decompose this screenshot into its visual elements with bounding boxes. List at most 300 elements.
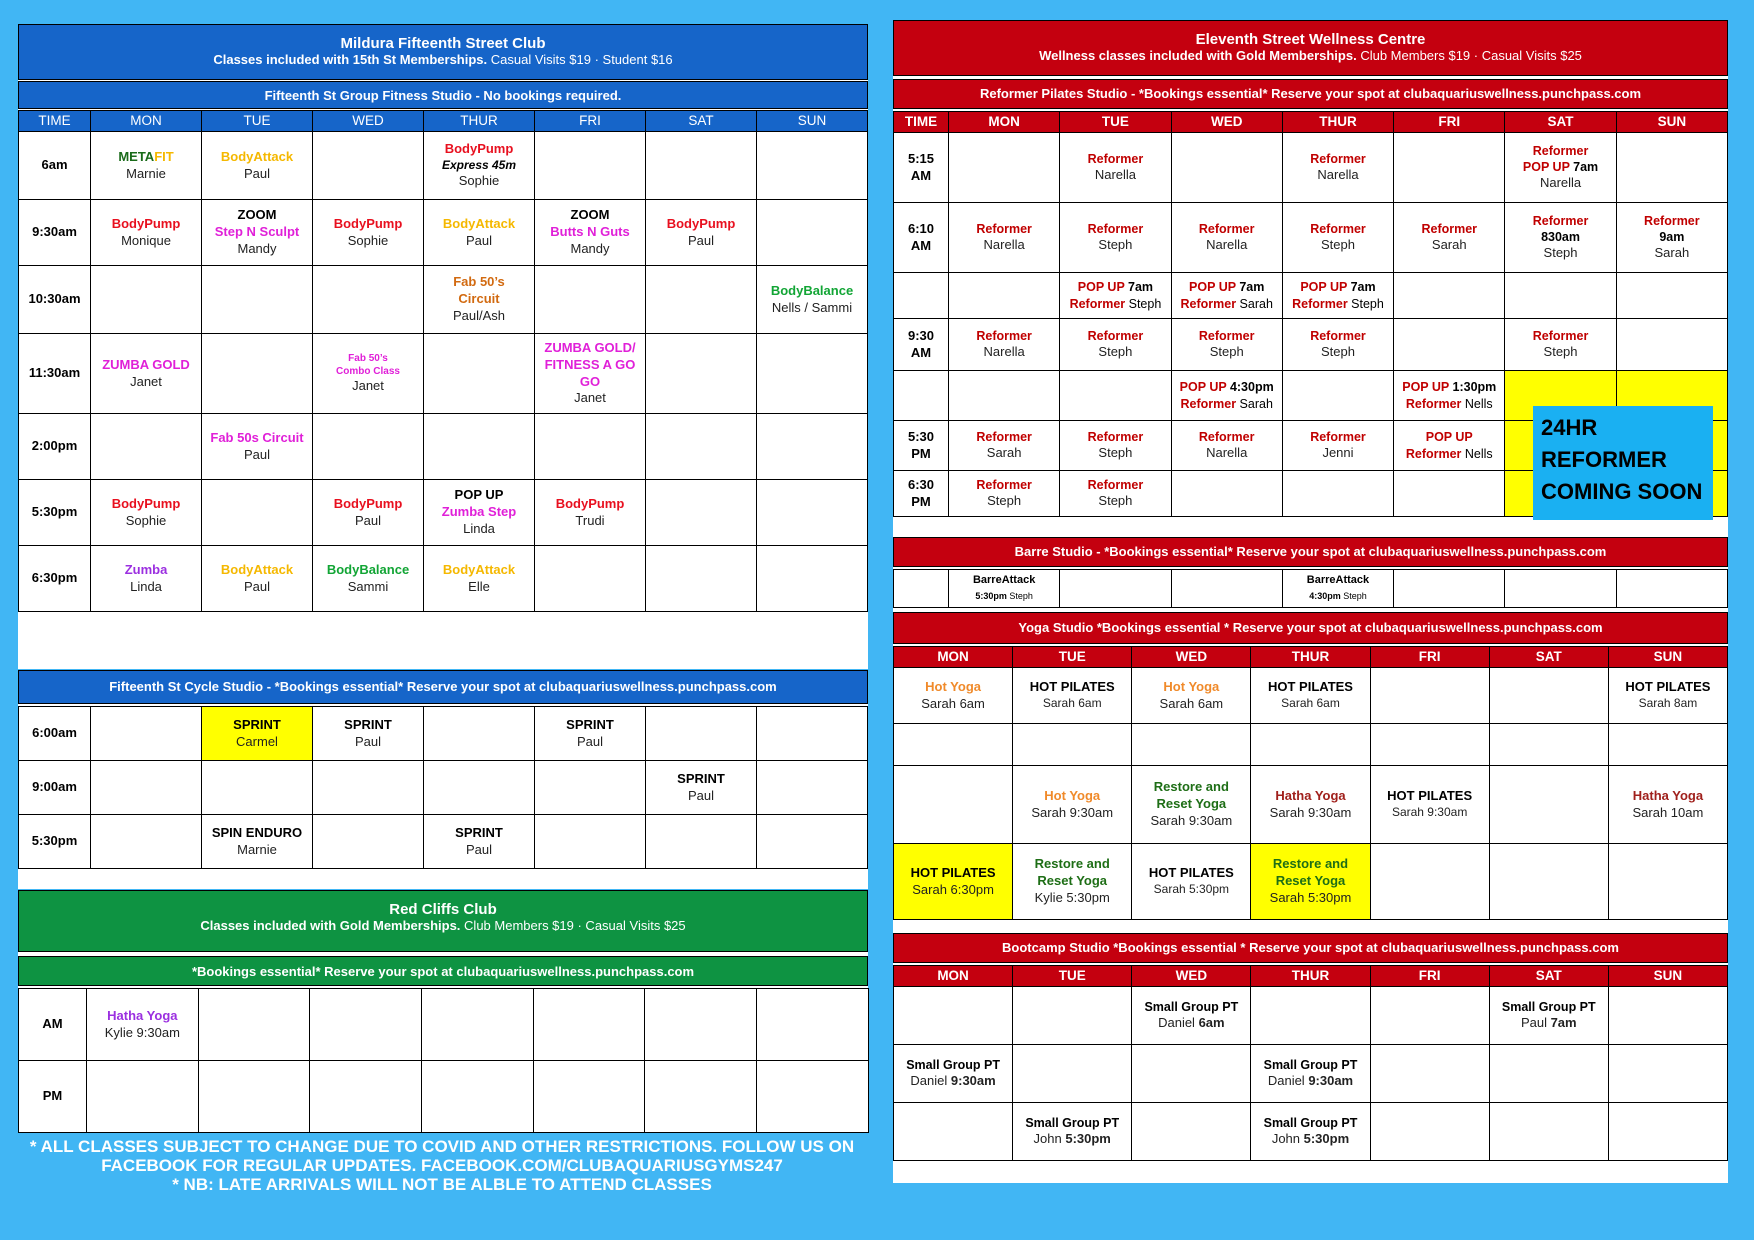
instructor: Steph	[1098, 493, 1133, 509]
class-cell	[894, 1103, 1013, 1161]
instructor: Narella	[983, 237, 1025, 253]
instructor: Steph	[1209, 344, 1244, 360]
class-cell	[313, 546, 424, 612]
class-cell	[1489, 668, 1608, 724]
class-name: Fab 50s Circuit	[210, 429, 304, 445]
instructor: Sophie	[347, 232, 389, 248]
class-tag: POP UP	[454, 487, 504, 503]
class-cell	[202, 546, 313, 612]
class-name: Small Group PT	[1025, 1115, 1120, 1130]
class-name: Hot Yoga	[1044, 787, 1101, 803]
class-cell	[1132, 724, 1251, 766]
class-cell	[1060, 371, 1171, 421]
cycle-timetable	[18, 706, 868, 869]
instructor: Mandy	[237, 240, 277, 256]
instructor: Sarah 9:30am	[1269, 804, 1352, 820]
day-header: WED	[1132, 647, 1251, 668]
instructor: Steph	[1098, 237, 1133, 253]
day-header: TUE	[1013, 966, 1132, 987]
barre-header	[893, 537, 1728, 567]
class-cell	[1013, 668, 1132, 724]
class-name: Reformer	[1310, 221, 1366, 236]
class-name: Reformer	[1087, 328, 1144, 343]
class-cell	[646, 761, 757, 815]
class-name: Reformer	[1198, 429, 1255, 444]
class-detail: Reset Yoga	[1156, 796, 1227, 812]
class-cell	[1489, 766, 1608, 844]
class-cell	[1370, 1103, 1489, 1161]
redcliffs-hatha-cell	[87, 989, 199, 1061]
class-cell	[1282, 371, 1393, 421]
class-cell	[202, 414, 313, 480]
instructor: Daniel 9:30am	[910, 1073, 996, 1089]
class-cell	[313, 815, 424, 869]
class-cell	[1013, 1103, 1132, 1161]
time-cell: 5:30pm	[19, 815, 91, 869]
class-cell	[1608, 1045, 1727, 1103]
class-detail: GO	[579, 373, 601, 389]
instructor: Steph	[1543, 245, 1578, 261]
class-name: Reformer	[1532, 328, 1589, 343]
class-cell	[1394, 203, 1505, 273]
class-cell	[1394, 133, 1505, 203]
class-cell	[535, 414, 646, 480]
class-cell	[894, 987, 1013, 1045]
table-row	[894, 273, 1728, 319]
class-cell	[894, 1045, 1013, 1103]
instructor: Sarah 5:30pm	[1269, 889, 1352, 905]
table-row	[19, 546, 868, 612]
instructor: Paul	[465, 232, 493, 248]
day-header: SAT	[1489, 966, 1608, 987]
class-detail: Circuit	[458, 291, 500, 307]
redcliffs-panel	[18, 890, 868, 1132]
class-cell	[757, 266, 868, 334]
class-cell	[1505, 273, 1616, 319]
class-name: Hatha Yoga	[107, 1007, 178, 1023]
barre-title: Barre Studio - *Bookings essential* Reserve your spot at clubaquariuswellness.punchpass.com	[1014, 544, 1607, 559]
class-name: SPRINT	[455, 824, 503, 840]
class-name: POP UP	[1425, 430, 1473, 445]
footer-line-1: * ALL CLASSES SUBJECT TO CHANGE DUE TO COVID AND OTHER RESTRICTIONS. FOLLOW US ON FACEBOOK FOR REGULAR UPDATES. FACEBOOK.COM/CLUBAQUARIUSGYMS247	[29, 1137, 855, 1176]
class-cell	[1394, 421, 1505, 471]
class-name: BodyPump	[111, 215, 181, 231]
class-cell	[1013, 987, 1132, 1045]
class-name: Reformer	[976, 477, 1032, 492]
table-row	[894, 1103, 1728, 1161]
instructor: Paul	[243, 165, 271, 181]
class-cell	[1251, 844, 1370, 920]
day-header: FRI	[535, 111, 646, 132]
class-cell	[646, 132, 757, 200]
instructor: Marnie	[237, 841, 277, 857]
instructor: Steph	[1320, 344, 1355, 360]
class-name: Small Group PT	[1263, 1115, 1358, 1130]
class-cell	[757, 815, 868, 869]
class-cell	[894, 844, 1013, 920]
class-name: HOT PILATES	[1625, 679, 1711, 695]
class-name: BodyBalance	[770, 282, 854, 298]
class-cell	[424, 761, 535, 815]
cycle-title: Fifteenth St Cycle Studio - *Bookings essential* Reserve your spot at clubaquariuswellness.punchpass.com	[109, 679, 777, 694]
instructor: Linda	[463, 520, 495, 536]
class-cell	[91, 707, 202, 761]
day-header: THUR	[424, 111, 535, 132]
day-header: MON	[894, 966, 1013, 987]
class-name: HOT PILATES	[1268, 679, 1353, 695]
table-row	[19, 815, 868, 869]
class-cell	[313, 707, 424, 761]
class-detail: 9am	[1659, 230, 1685, 245]
class-cell	[313, 761, 424, 815]
class-name: Restore and	[1034, 856, 1110, 872]
class-cell	[646, 815, 757, 869]
time-cell: 2:00pm	[19, 414, 91, 480]
table-row	[894, 766, 1728, 844]
barre-timetable	[893, 569, 1728, 608]
class-cell	[535, 546, 646, 612]
day-header: TUE	[1013, 647, 1132, 668]
class-cell	[91, 761, 202, 815]
class-name: HOT PILATES	[1029, 679, 1115, 695]
instructor: Paul	[687, 787, 715, 803]
class-cell	[202, 815, 313, 869]
class-name: POP UP 1:30pm	[1402, 380, 1497, 395]
time-cell	[894, 371, 949, 421]
class-name: Reformer	[976, 328, 1032, 343]
class-detail: POP UP 7am	[1522, 160, 1599, 175]
class-cell	[757, 707, 868, 761]
class-detail: Reset Yoga	[1275, 873, 1346, 889]
class-name: Restore and	[1153, 779, 1229, 795]
class-cell	[1132, 766, 1251, 844]
redcliffs-header	[18, 890, 868, 952]
class-cell	[424, 266, 535, 334]
class-cell	[424, 200, 535, 266]
day-header: SAT	[1489, 647, 1608, 668]
instructor: Sarah 6am	[921, 695, 985, 711]
bootcamp-header	[893, 933, 1728, 963]
redcliffs-pm-label: PM	[19, 1061, 87, 1133]
instructor: Sammi	[347, 578, 389, 594]
class-cell	[1013, 1045, 1132, 1103]
time-cell: 5:15 AM	[894, 133, 949, 203]
class-cell	[535, 761, 646, 815]
class-detail: Reformer Sarah	[1180, 396, 1273, 411]
day-header: SAT	[646, 111, 757, 132]
class-cell	[646, 480, 757, 546]
class-name: HOT PILATES	[1148, 865, 1234, 881]
class-cell	[894, 724, 1013, 766]
class-cell	[1171, 471, 1282, 517]
class-name: Hot Yoga	[925, 678, 981, 694]
class-cell	[1060, 421, 1171, 471]
class-cell	[1251, 987, 1370, 1045]
class-cell	[1282, 273, 1393, 319]
class-cell	[1505, 133, 1616, 203]
class-cell	[1171, 421, 1282, 471]
class-cell	[646, 414, 757, 480]
class-name: BodyAttack	[442, 561, 516, 577]
class-name: Reformer	[1310, 429, 1366, 444]
instructor: Sarah	[1654, 245, 1690, 261]
class-detail: Reformer Nells	[1405, 396, 1493, 411]
class-name: Reformer	[976, 429, 1032, 444]
class-cell	[1060, 471, 1171, 517]
class-name: Restore and	[1272, 856, 1349, 872]
class-name: SPRINT	[677, 770, 725, 786]
fifteenth-panel	[18, 24, 868, 669]
class-cell	[1370, 1045, 1489, 1103]
class-cell	[91, 546, 202, 612]
instructor: Sarah 6am	[1042, 696, 1102, 711]
class-cell	[91, 414, 202, 480]
time-cell: 9:30am	[19, 200, 91, 266]
instructor: Daniel 9:30am	[1267, 1073, 1354, 1089]
class-name: BodyPump	[333, 215, 403, 231]
yoga-header	[893, 612, 1728, 644]
class-name: BodyPump	[333, 495, 403, 511]
class-name: BodyBalance	[326, 561, 410, 577]
time-cell: 10:30am	[19, 266, 91, 334]
yoga-timetable	[893, 646, 1728, 920]
class-cell	[646, 266, 757, 334]
class-cell	[757, 200, 868, 266]
instructor: Trudi	[575, 512, 605, 528]
class-name: HOT PILATES	[910, 864, 996, 880]
instructor: Narella	[1317, 167, 1359, 183]
day-header: THUR	[1251, 647, 1370, 668]
instructor: Janet	[130, 373, 162, 389]
eleventh-header	[893, 20, 1728, 76]
class-name: ZUMBA GOLD	[102, 356, 190, 372]
instructor: Linda	[130, 578, 162, 594]
day-header: MON	[91, 111, 202, 132]
class-name: Reformer	[1532, 143, 1589, 158]
class-cell	[202, 132, 313, 200]
class-cell	[757, 546, 868, 612]
class-cell	[91, 200, 202, 266]
instructor: Steph	[1098, 445, 1133, 461]
eleventh-panel	[893, 20, 1728, 1183]
reformer-title: Reformer Pilates Studio - *Bookings essential* Reserve your spot at clubaquariuswellness.punchpass.com	[979, 86, 1642, 101]
redcliffs-bookings: *Bookings essential* Reserve your spot at clubaquariuswellness.punchpass.com	[191, 964, 695, 979]
class-cell	[1132, 987, 1251, 1045]
class-cell	[535, 815, 646, 869]
class-name: Reformer	[1087, 429, 1144, 444]
class-cell	[646, 707, 757, 761]
class-cell	[1489, 844, 1608, 920]
class-name: ZUMBA GOLD/	[544, 339, 636, 355]
class-name: Small Group PT	[1144, 999, 1239, 1014]
table-row	[894, 724, 1728, 766]
class-cell	[1489, 1103, 1608, 1161]
instructor: Narella	[983, 344, 1025, 360]
class-cell	[646, 546, 757, 612]
day-header: SUN	[757, 111, 868, 132]
day-header: MON	[894, 647, 1013, 668]
group-fitness-header	[18, 81, 868, 109]
class-cell	[1394, 371, 1505, 421]
class-name: Hatha Yoga	[1632, 787, 1704, 803]
class-cell	[313, 414, 424, 480]
time-cell: 11:30am	[19, 334, 91, 414]
day-header: FRI	[1370, 966, 1489, 987]
time-cell: 6:30pm	[19, 546, 91, 612]
day-header: WED	[313, 111, 424, 132]
instructor: Elle	[468, 578, 490, 594]
class-name: Reformer	[1087, 151, 1144, 166]
instructor: Kylie 5:30pm	[1034, 889, 1110, 905]
class-cell	[1060, 273, 1171, 319]
class-cell	[1282, 133, 1393, 203]
class-cell	[1370, 668, 1489, 724]
class-cell	[313, 266, 424, 334]
instructor: Sarah 6:30pm	[912, 881, 994, 897]
class-name: SPRINT	[344, 716, 392, 732]
class-cell	[1282, 203, 1393, 273]
instructor: Paul	[465, 841, 493, 857]
class-name: Zumba	[124, 561, 168, 577]
class-cell	[1132, 668, 1251, 724]
class-detail: FITNESS A GO	[544, 356, 636, 372]
class-cell	[1608, 987, 1727, 1045]
instructor: Paul/Ash	[452, 307, 506, 323]
table-row	[894, 1045, 1728, 1103]
eleventh-title: Eleventh Street Wellness Centre	[1195, 31, 1426, 48]
class-cell	[1370, 766, 1489, 844]
class-cell	[757, 334, 868, 414]
table-row	[19, 480, 868, 546]
time-cell: 9:00am	[19, 761, 91, 815]
class-cell	[424, 815, 535, 869]
cycle-panel	[18, 670, 868, 889]
instructor: Mandy	[570, 240, 610, 256]
class-cell	[424, 546, 535, 612]
instructor: Paul	[576, 733, 604, 749]
time-cell: 5:30pm	[19, 480, 91, 546]
redcliffs-timetable	[18, 988, 869, 1133]
class-name: Hot Yoga	[1163, 678, 1220, 694]
time-cell: 5:30 PM	[894, 421, 949, 471]
class-cell	[91, 266, 202, 334]
day-header: TIME	[19, 111, 91, 132]
class-cell	[646, 334, 757, 414]
class-name: Reformer	[1532, 213, 1589, 228]
instructor: Marnie	[126, 165, 166, 181]
class-name: BodyPump	[111, 495, 181, 511]
class-name: POP UP 7am	[1300, 280, 1376, 295]
class-cell	[535, 266, 646, 334]
instructor: John 5:30pm	[1033, 1131, 1111, 1147]
class-name: Step N Sculpt	[214, 224, 300, 240]
class-cell	[313, 334, 424, 414]
class-cell	[1171, 133, 1282, 203]
class-name: BodyAttack	[220, 561, 294, 577]
class-cell	[1132, 844, 1251, 920]
instructor: Sophie	[125, 512, 167, 528]
class-cell	[1608, 766, 1727, 844]
class-name: BodyAttack	[220, 148, 294, 164]
class-name: Fab 50’s	[453, 274, 505, 290]
class-cell	[424, 334, 535, 414]
class-cell	[1616, 319, 1727, 371]
instructor: Narella	[1539, 175, 1582, 191]
instructor: Sarah 8am	[1638, 696, 1698, 711]
class-detail: Combo Class	[336, 366, 400, 378]
instructor: Paul	[243, 446, 271, 462]
instructor: Paul	[243, 578, 271, 594]
class-cell	[1370, 724, 1489, 766]
instructor: Steph	[1098, 344, 1133, 360]
class-name: Fab 50’s	[348, 353, 388, 365]
class-cell	[894, 668, 1013, 724]
instructor: Sarah 9:30am	[1391, 805, 1468, 820]
class-name: Hatha Yoga	[1275, 787, 1346, 803]
class-cell	[1505, 203, 1616, 273]
day-header: THUR	[1251, 966, 1370, 987]
class-cell	[91, 334, 202, 414]
table-row	[894, 668, 1728, 724]
class-cell	[1394, 273, 1505, 319]
redcliffs-subtitle: Classes included with Gold Memberships. Club Members $19 · Casual Visits $25	[200, 918, 686, 933]
table-row	[19, 132, 868, 200]
class-cell	[757, 480, 868, 546]
table-row	[894, 319, 1728, 371]
day-header: FRI	[1394, 112, 1505, 133]
day-header: SUN	[1616, 112, 1727, 133]
class-name: Small Group PT	[1501, 999, 1596, 1014]
table-row	[19, 761, 868, 815]
class-cell	[1282, 319, 1393, 371]
class-cell	[949, 319, 1060, 371]
class-cell	[1251, 766, 1370, 844]
time-cell: 9:30 AM	[894, 319, 949, 371]
cycle-header	[18, 670, 868, 704]
class-cell	[313, 480, 424, 546]
time-cell: 6:00am	[19, 707, 91, 761]
table-row	[19, 414, 868, 480]
day-header: SUN	[1608, 647, 1727, 668]
class-cell	[1251, 668, 1370, 724]
instructor: Monique	[121, 232, 171, 248]
class-cell	[1489, 724, 1608, 766]
instructor: Paul	[354, 733, 382, 749]
instructor: Jenni	[1322, 445, 1354, 461]
class-name: Reformer	[1198, 221, 1255, 236]
class-detail: Reformer Nells	[1405, 446, 1493, 461]
instructor: Nells / Sammi	[771, 299, 853, 315]
class-cell	[1251, 724, 1370, 766]
class-cell	[91, 480, 202, 546]
class-cell	[949, 203, 1060, 273]
class-name: SPRINT	[233, 716, 281, 732]
class-name: POP UP 7am	[1077, 280, 1154, 295]
class-cell	[1282, 471, 1393, 517]
footer-line-2: * NB: LATE ARRIVALS WILL NOT BE ALBLE TO ATTEND CLASSES	[172, 1175, 712, 1195]
table-row	[19, 334, 868, 414]
redcliffs-bookings-header	[18, 956, 868, 986]
class-name: BodyPump	[444, 140, 514, 156]
time-cell	[894, 273, 949, 319]
redcliffs-am-label: AM	[19, 989, 87, 1061]
yoga-title: Yoga Studio *Bookings essential * Reserve your spot at clubaquariuswellness.punchpass.com	[1018, 620, 1603, 635]
day-header: SAT	[1505, 112, 1616, 133]
class-cell	[1171, 319, 1282, 371]
time-cell: 6:30 PM	[894, 471, 949, 517]
class-cell	[313, 200, 424, 266]
class-cell	[535, 480, 646, 546]
